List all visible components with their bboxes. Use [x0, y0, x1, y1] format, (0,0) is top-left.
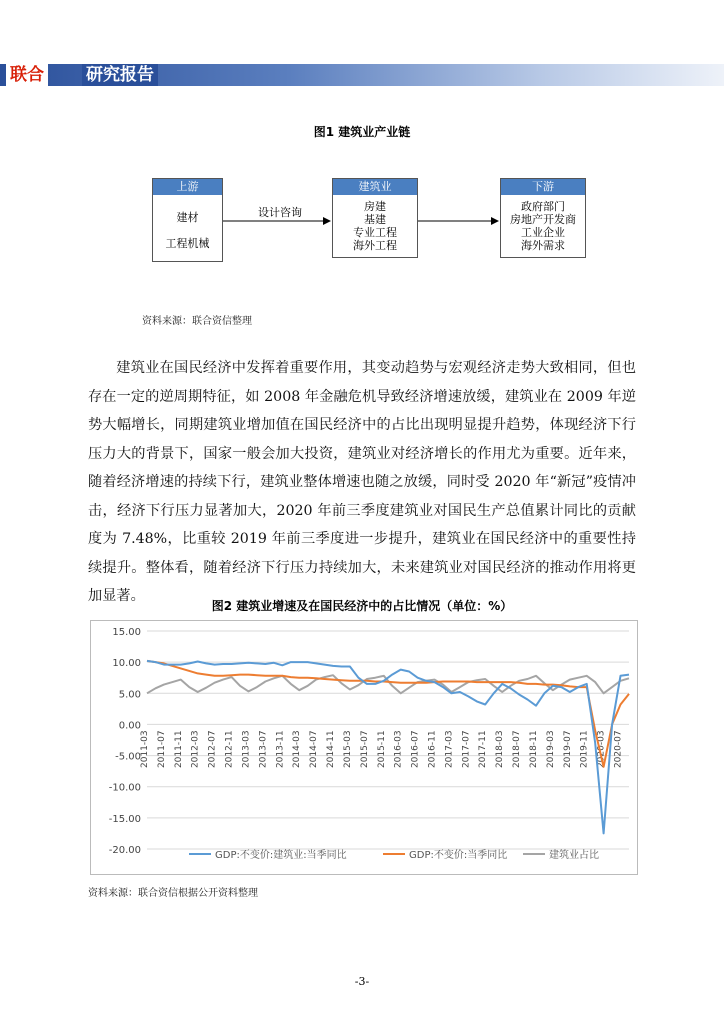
line-chart	[91, 621, 639, 876]
x-tick-label: 2014-07	[309, 730, 320, 769]
chain-downstream-item: 政府部门	[521, 200, 565, 213]
x-tick-label: 2019-07	[562, 730, 573, 769]
header-report-label: 研究报告	[82, 64, 158, 86]
chain-upstream-box	[152, 178, 223, 262]
x-tick-label: 2012-03	[190, 730, 201, 769]
x-tick-label: 2018-11	[528, 730, 539, 769]
legend-label: 建筑业占比	[549, 850, 599, 861]
x-tick-label: 2017-03	[444, 730, 455, 769]
y-tick-label: 10.00	[112, 658, 141, 670]
x-tick-label: 2016-03	[393, 730, 404, 769]
x-tick-label: 2011-07	[156, 730, 167, 769]
legend-label: GDP:不变价:建筑业:当季同比	[215, 850, 347, 861]
chain-downstream-title: 下游	[501, 179, 585, 195]
chain-midstream-item: 海外工程	[353, 239, 397, 252]
chain-downstream-item: 房地产开发商	[510, 213, 576, 226]
x-tick-label: 2017-11	[478, 730, 489, 769]
header-brand: 联合	[6, 64, 48, 86]
figure1-title: 图1 建筑业产业链	[313, 125, 411, 139]
series-line	[147, 661, 629, 834]
page-number: -3-	[354, 975, 370, 988]
x-tick-label: 2018-03	[495, 730, 506, 769]
x-tick-label: 2019-03	[545, 730, 556, 769]
x-tick-label: 2016-11	[427, 730, 438, 769]
x-tick-label: 2020-03	[596, 730, 607, 769]
chain-midstream-item: 专业工程	[353, 226, 397, 239]
figure1-source: 资料来源：联合资信整理	[142, 316, 252, 327]
x-tick-label: 2015-03	[342, 730, 353, 769]
y-tick-label: -5.00	[115, 751, 141, 763]
chain-midstream-title: 建筑业	[333, 179, 417, 195]
y-tick-label: 15.00	[112, 627, 141, 638]
x-tick-label: 2014-11	[326, 730, 337, 769]
body-paragraph	[88, 354, 636, 611]
chain-upstream-item: 建材	[176, 211, 199, 224]
chain-upstream-title: 上游	[153, 179, 222, 195]
y-tick-label: 0.00	[118, 720, 141, 732]
x-tick-label: 2019-11	[579, 730, 590, 769]
chain-midstream-box	[332, 178, 418, 258]
x-tick-label: 2013-07	[258, 730, 269, 769]
x-tick-label: 2013-11	[275, 730, 286, 769]
y-tick-label: -15.00	[108, 813, 141, 825]
x-tick-label: 2012-07	[207, 730, 218, 769]
chain-midstream-item: 房建	[364, 200, 386, 213]
chain-link-label: 设计咨询	[258, 206, 302, 219]
x-tick-label: 2015-07	[359, 730, 370, 769]
body-paragraph-text: 建筑业在国民经济中发挥着重要作用，其变动趋势与宏观经济走势大致相同，但也存在一定的逆周期特征，如 2008 年金融危机导致经济增速放缓，建筑业在 2009 年逆势大幅增长，同期建筑业增加值在国民经济中的占比出现明显提升趋势，体现经济下行压力大的背景下，国家一般会加大投资，建筑业对经济增长的作用尤为重要。近年来，随着经济增速的持续下行，建筑业整体增速也随之放缓，同时受 2020 年“新冠”疫情冲击，经济下行压力显著加大，2020 年前三季度建筑业对国民生产总值累计同比的贡献度为 7.48%，比重较 2019 年前三季度进一步提升，建筑业在国民经济中的重要性持续提升。整体看，随着经济下行压力持续加大，未来建筑业对国民经济的推动作用将更加显著。	[88, 360, 636, 604]
chain-downstream-box	[500, 178, 586, 258]
x-tick-label: 2015-11	[376, 730, 387, 769]
chain-downstream-item: 海外需求	[521, 239, 565, 252]
chain-upstream-item: 工程机械	[165, 237, 210, 250]
x-tick-label: 2011-03	[140, 730, 150, 769]
figure2-title: 图2 建筑业增速及在国民经济中的占比情况（单位：%）	[211, 599, 513, 613]
x-tick-label: 2016-07	[410, 730, 421, 769]
x-tick-label: 2018-07	[512, 730, 523, 769]
y-tick-label: -10.00	[108, 782, 141, 794]
x-tick-label: 2013-03	[241, 730, 252, 769]
y-tick-label: 5.00	[118, 689, 141, 701]
figure2-source: 资料来源：联合资信根据公开资料整理	[88, 888, 258, 899]
x-tick-label: 2014-03	[292, 730, 303, 769]
x-tick-label: 2020-07	[613, 730, 624, 769]
x-tick-label: 2012-11	[224, 730, 235, 769]
x-tick-label: 2017-07	[461, 730, 472, 769]
legend-label: GDP:不变价:当季同比	[409, 850, 508, 861]
chain-downstream-item: 工业企业	[521, 226, 565, 239]
y-tick-label: -20.00	[108, 845, 141, 856]
chain-midstream-item: 基建	[364, 213, 386, 226]
chart-frame	[90, 620, 638, 875]
x-tick-label: 2011-11	[173, 730, 184, 769]
